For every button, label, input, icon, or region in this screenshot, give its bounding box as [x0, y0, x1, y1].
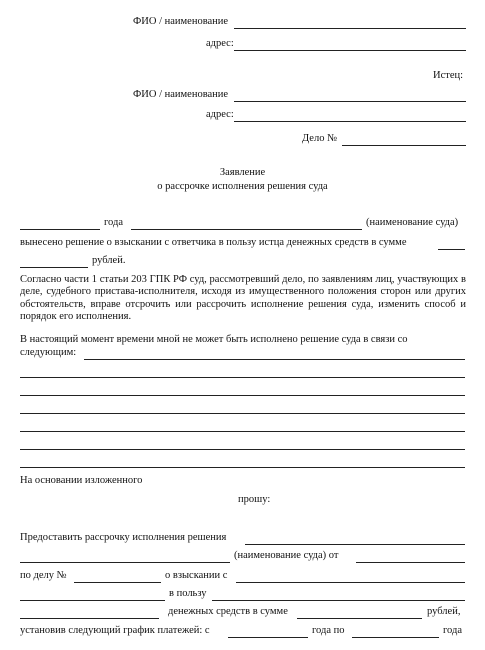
reason-field-1[interactable]	[84, 359, 465, 360]
law-paragraph: Согласно части 1 статьи 203 ГПК РФ суд, рассмотревший дело, по заявлениям лиц, участвующих в деле, судебного пристава-исполнителя, исходя из имущественного положения сторон или других обстоятельств, вправе отсрочить или рассрочить исполнение решения суда, изменить способ и порядок его исполнения.	[20, 274, 466, 323]
sum-field-2[interactable]	[20, 267, 88, 268]
schedule-from-field[interactable]	[228, 637, 308, 638]
recovery-from-label: о взыскании с	[165, 570, 228, 581]
delo-number-field[interactable]	[342, 145, 466, 146]
reason-field-6[interactable]	[20, 449, 465, 450]
rubles-label-2: рублей,	[427, 606, 461, 617]
goda-po-label: года по	[312, 625, 345, 636]
request-word: прошу:	[238, 494, 271, 505]
funds-sum-label: денежных средств в сумме	[168, 606, 288, 617]
document-subtitle: о рассрочке исполнения решения суда	[157, 181, 328, 192]
reason-line-2: следующим:	[20, 347, 77, 358]
court-name-field-2[interactable]	[20, 562, 230, 563]
goda-label-2: года	[443, 625, 462, 636]
reason-field-3[interactable]	[20, 395, 465, 396]
address-label-1: адрес:	[206, 38, 234, 49]
case-no-field[interactable]	[74, 582, 161, 583]
sum-field-1[interactable]	[438, 249, 465, 250]
document-title: Заявление	[219, 167, 266, 178]
reason-field-5[interactable]	[20, 431, 465, 432]
in-favor-field[interactable]	[212, 600, 465, 601]
reason-field-2[interactable]	[20, 377, 465, 378]
decision-text: вынесено решение о взыскании с ответчика в пользу истца денежных средств в сумме	[20, 237, 407, 248]
fio-field-2[interactable]	[234, 101, 466, 102]
address-label-2: адрес:	[206, 109, 234, 120]
court-name-field[interactable]	[131, 229, 362, 230]
rubles-label: рублей.	[92, 255, 126, 266]
address-field-2[interactable]	[234, 121, 466, 122]
creditor-field[interactable]	[20, 618, 159, 619]
fio-field-1[interactable]	[234, 28, 466, 29]
in-favor-label: в пользу	[169, 588, 207, 599]
reason-line-1: В настоящий момент времени мной не может быть исполнено решение суда в связи со	[20, 334, 408, 345]
date-field[interactable]	[20, 229, 100, 230]
schedule-to-field[interactable]	[352, 637, 439, 638]
grant-text: Предоставить рассрочку исполнения решения	[20, 532, 227, 543]
court-name-hint: (наименование суда)	[366, 217, 459, 228]
reason-field-7[interactable]	[20, 467, 465, 468]
fio-label-1: ФИО / наименование	[133, 16, 229, 27]
recovery-from-field[interactable]	[236, 582, 465, 583]
istets-label: Истец:	[433, 70, 464, 81]
address-field-1[interactable]	[234, 50, 466, 51]
grant-field[interactable]	[245, 544, 465, 545]
case-no-label: по делу №	[20, 570, 67, 581]
fio-label-2: ФИО / наименование	[133, 89, 229, 100]
goda-label: года	[104, 217, 123, 228]
from-date-field[interactable]	[356, 562, 465, 563]
debtor-field[interactable]	[20, 600, 165, 601]
court-hint-from: (наименование суда) от	[234, 550, 339, 561]
reason-field-4[interactable]	[20, 413, 465, 414]
funds-sum-field[interactable]	[297, 618, 422, 619]
schedule-label: установив следующий график платежей: с	[20, 625, 210, 636]
delo-label: Дело №	[302, 133, 338, 144]
basis-text: На основании изложенного	[20, 475, 143, 486]
